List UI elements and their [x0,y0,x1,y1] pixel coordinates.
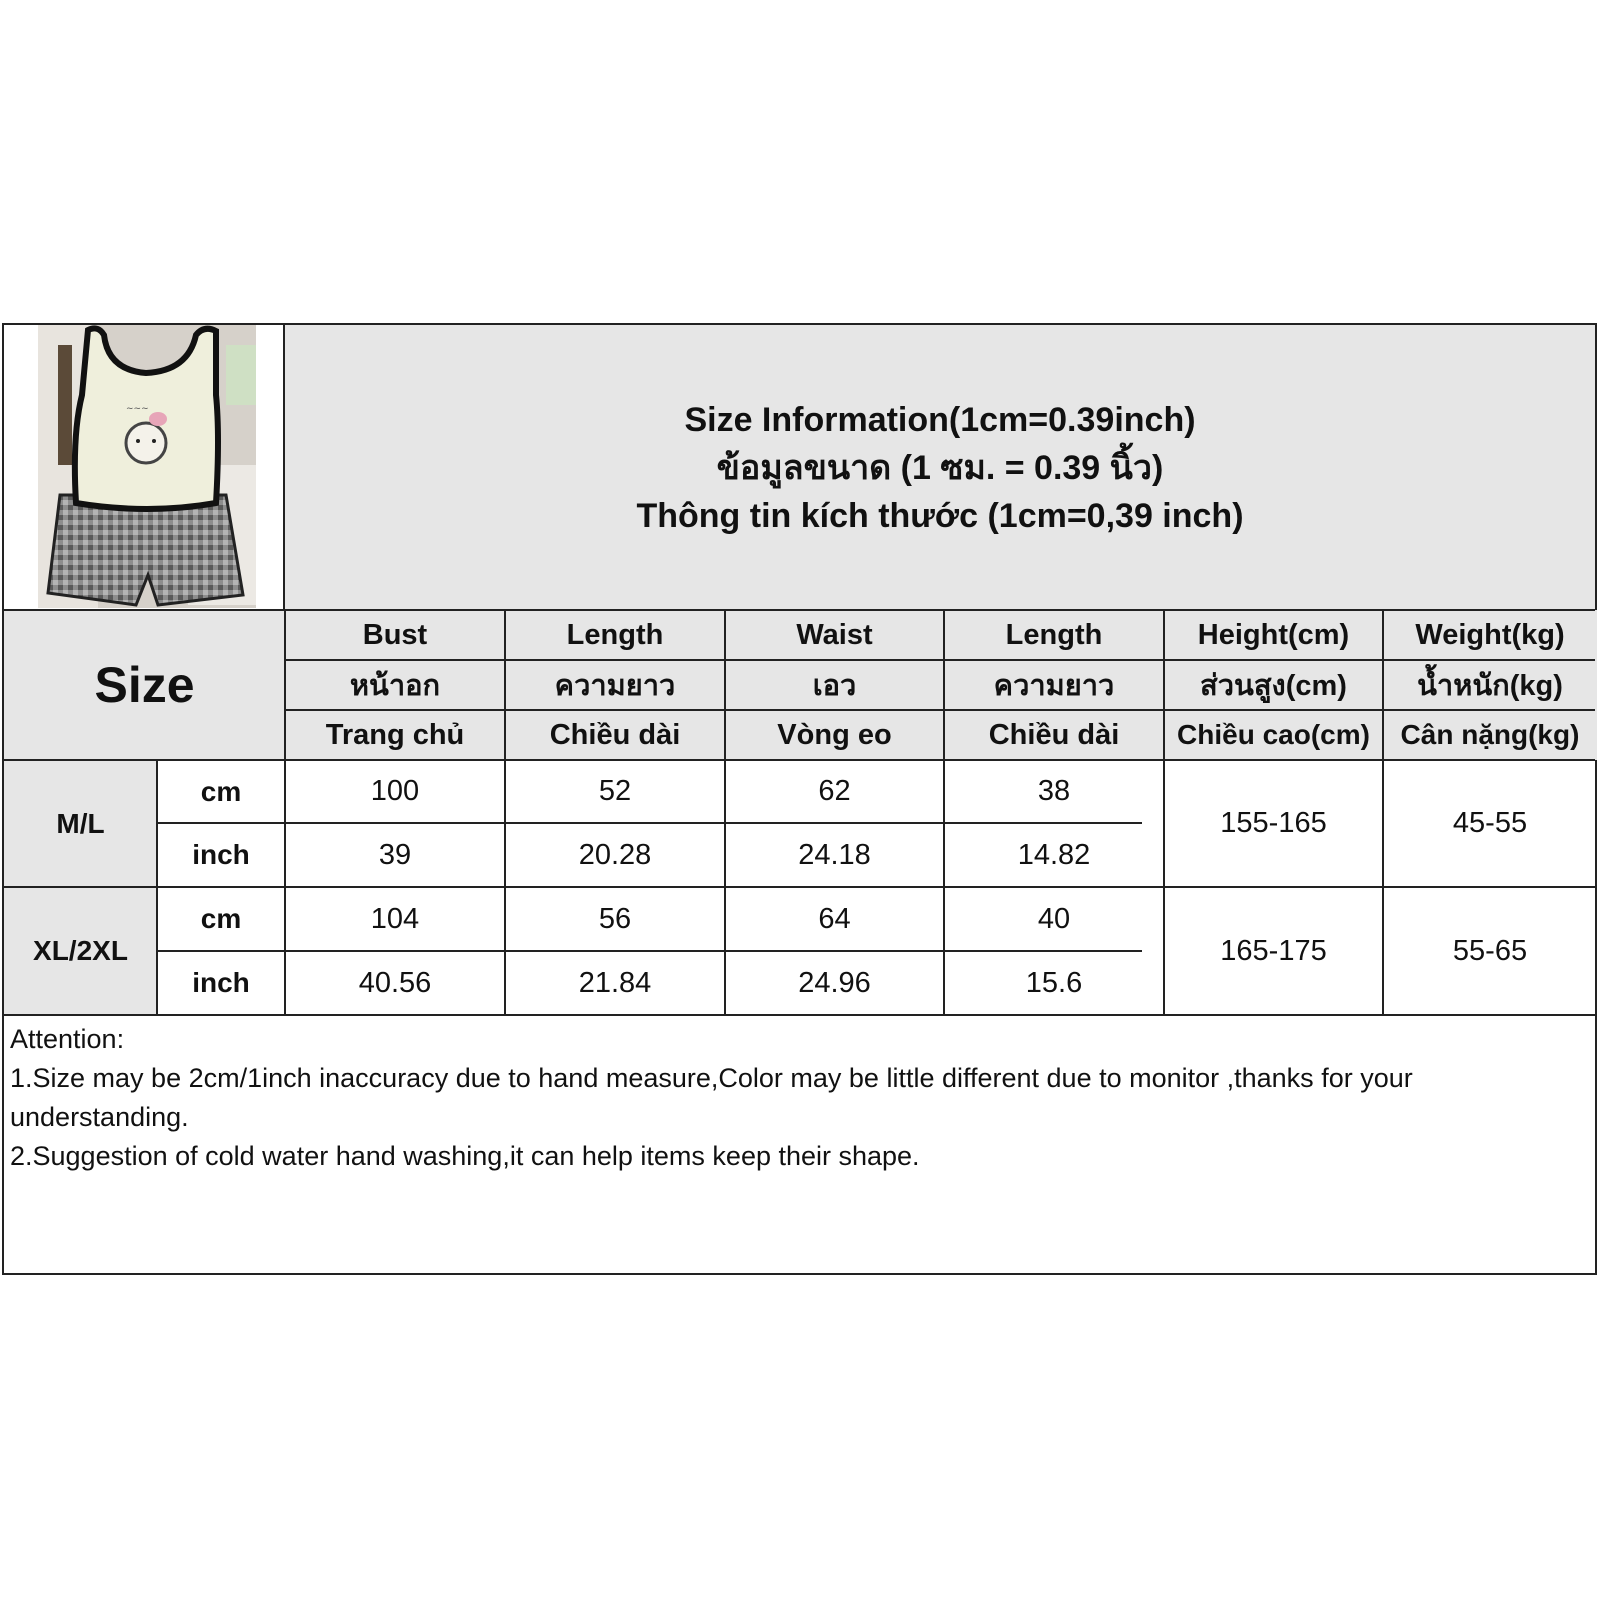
xl-inch-bust: 40.56 [358,966,432,999]
col-height-vi: Chiều cao(cm) [1164,710,1383,760]
col-bust-th: หน้าอก [285,660,505,710]
col-waist-th: เอว [725,660,944,710]
col-weight-en: Weight(kg) [1383,610,1597,660]
col-weight-vi: Cân nặng(kg) [1383,710,1597,760]
grid-line [4,1014,1595,1016]
grid-line [724,610,726,1015]
note-item-2: 2.Suggestion of cold water hand washing,it can help items keep their shape. [10,1141,920,1171]
title-vietnamese: Thông tin kích thước (1cm=0,39 inch) [636,496,1244,535]
ml-cm-length2: 38 [1037,775,1071,807]
grid-line [1163,610,1165,1015]
attention-notes [10,1020,1565,1176]
xl-cm-bust: 104 [370,902,420,935]
ml-cm-bust: 100 [370,775,420,807]
col-bust-en: Bust [285,610,505,660]
grid-line [4,609,1595,611]
col-height-th: ส่วนสูง(cm) [1164,660,1383,710]
unit-cm-ml: cm [200,775,242,807]
xl-weight: 55-65 [1452,934,1528,967]
ml-cm-waist: 62 [818,775,851,807]
grid-line [156,760,158,1015]
title-block [285,325,1595,610]
col-length-en: Length [505,610,725,660]
xl-cm-length2: 40 [1037,902,1071,935]
grid-line [1382,610,1384,1015]
note-item-1: 1.Size may be 2cm/1inch inaccuracy due to hand measure,Color may be little different due to monitor ,thanks for your understanding. [10,1063,1413,1132]
notes-heading: Attention: [10,1024,125,1054]
col-length2-en: Length [944,610,1164,660]
col-waist-en: Waist [725,610,944,660]
size-header-label: Size [94,657,195,713]
col-weight-th: น้ำหนัก(kg) [1383,660,1597,710]
product-photo-cell [4,325,285,610]
ml-cm-length: 52 [598,775,632,807]
grid-line [504,610,506,1015]
xl-inch-length: 21.84 [578,966,652,999]
size-chart-sheet [2,323,1597,1275]
grid-line [943,610,945,1015]
grid-line [157,822,1142,824]
grid-line [157,950,1142,952]
ml-inch-waist: 24.18 [798,838,871,871]
col-height-en: Height(cm) [1164,610,1383,660]
grid-line [4,759,1595,761]
title-english: Size Information(1cm=0.39inch) [684,400,1196,439]
xl-height: 165-175 [1220,934,1327,967]
grid-line [4,886,1595,888]
ml-inch-length: 20.28 [578,838,652,871]
svg-text:~~~: ~~~ [126,404,149,414]
col-length2-vi: Chiều dài [944,710,1164,760]
col-length-vi: Chiều dài [505,710,725,760]
xl-inch-waist: 24.96 [798,966,871,999]
col-length2-th: ความยาว [944,660,1164,710]
unit-inch-xl: inch [192,967,250,998]
xl-inch-length2: 15.6 [1025,966,1083,999]
ml-inch-length2: 14.82 [1017,838,1091,871]
grid-line [284,610,286,1015]
size-xl2xl-label: XL/2XL [33,935,128,966]
ml-weight: 45-55 [1452,807,1528,839]
ml-inch-bust: 39 [378,838,412,871]
col-waist-vi: Vòng eo [725,710,944,760]
grid-line [285,659,1595,661]
xl-cm-length: 56 [598,902,632,935]
col-bust-vi: Trang chủ [285,710,505,760]
grid-line [285,709,1595,711]
unit-cm-xl: cm [200,903,242,934]
size-ml-label: M/L [56,807,105,839]
title-thai: ข้อมูลขนาด (1 ซม. = 0.39 นิ้ว) [716,448,1164,487]
col-length-th: ความยาว [505,660,725,710]
xl-cm-waist: 64 [818,902,851,935]
unit-inch-ml: inch [192,839,250,870]
product-photo [38,325,256,608]
ml-height: 155-165 [1220,807,1327,839]
